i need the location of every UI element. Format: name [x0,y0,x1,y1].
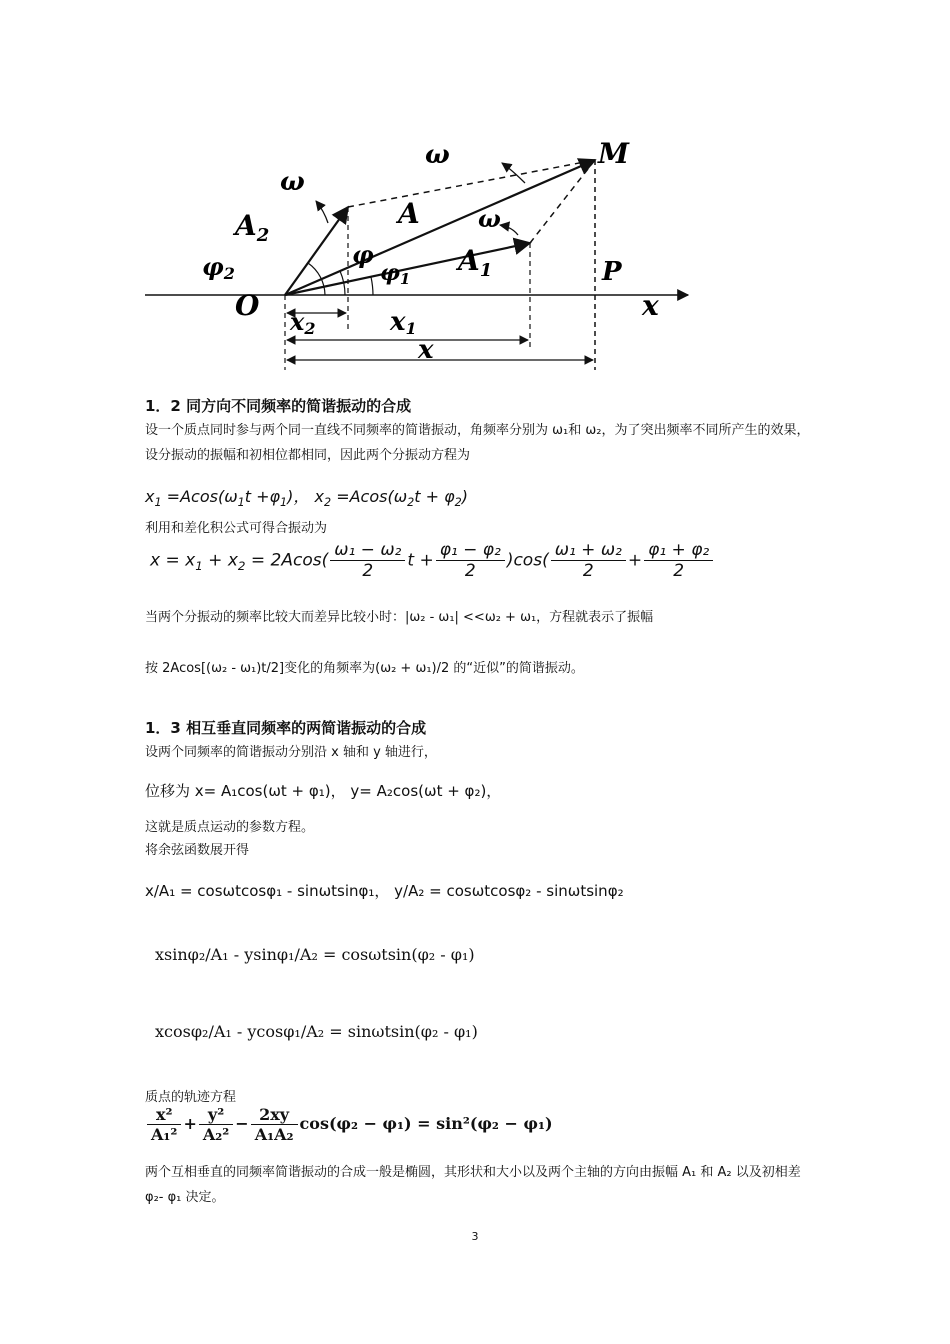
label-x-axis: x [642,289,659,322]
label-O: O [235,289,260,322]
section-13-eq2: x/A₁ = cosωtcosφ₁ - sinωtsinφ₁， y/A₂ = cosωtcosφ₂ - sinωtsinφ₂ [145,882,624,900]
label-A: A [398,197,420,230]
section-13-eq5: $\frac{\text{x²}}{\text{A₁²}}$ + $\frac{\text{y²}}{\text{A₂²}}$ − $\frac{2xy}{\text{A₁A₂}}$ cos(φ₂ − φ₁) = sin²(φ₂ − φ₁) [145,1105,553,1144]
section-12-para4: 按 2Acos[(ω₂ - ω₁)t/2]变化的角频率为(ω₂ + ω₁)/2 的“近似”的简谐振动。 [145,661,584,676]
label-M: M [598,137,629,170]
label-x1: x1 [390,307,417,338]
section-12-eq2: $x = x_1 + x_2 = 2Acos$( $\frac{\text{ω₁ − ω₂}}{2}$ t + $\frac{\text{φ₁ − φ₂}}{2}$ )cos( $\frac{\text{ω₁ + ω₂}}{2}$ + $\frac{\text{φ₁ + φ₂}}{2}$ [150,540,715,581]
section-13-para5: 两个互相垂直的同频率简谐振动的合成一般是椭圆，其形状和大小以及两个主轴的方向由振幅 A₁ 和 A₂ 以及初相差 φ₂- φ₁ 决定。 [145,1165,801,1205]
angle-arc-phi1 [371,277,373,295]
section-13-para1: 设两个同频率的简谐振动分别沿 x 轴和 y 轴进行， [145,745,437,760]
vector-A [285,160,595,295]
label-x-total: x [418,335,434,365]
section-12-heading: 1．2 同方向不同频率的简谐振动的合成 [145,397,412,415]
phasor-diagram [140,135,700,380]
section-12-eq1: $x_1 =Acos(\omega_1t +\varphi_1)$， $x_2 =Acos(\omega_2t + \varphi_2)$ [145,487,469,510]
section-13-eq3: xsinφ₂/A₁ - ysinφ₁/A₂ = cosωtsin(φ₂ - φ₁) [155,945,475,964]
label-phi1: φ1 [380,260,411,288]
label-phi2: φ2 [202,252,235,283]
section-13-para3: 将余弦函数展开得 [145,843,250,858]
label-phi: φ [352,240,374,269]
rotation-arrow-left [316,201,328,223]
section-13-eq4: xcosφ₂/A₁ - ycosφ₁/A₂ = sinωtsin(φ₂ - φ₁) [155,1022,478,1041]
dashed-A2-M [348,160,595,207]
dashed-A1-M [530,160,595,243]
label-omega-top: ω [425,140,450,170]
section-13-para2: 这就是质点运动的参数方程。 [145,820,315,835]
section-13-para4: 质点的轨迹方程 [145,1090,237,1105]
rotation-arrow-mid [500,225,518,235]
label-omega-left: ω [280,167,305,197]
section-12-para1: 设一个质点同时参与两个同一直线不同频率的简谐振动，角频率分别为 ω₁和 ω₂，为了突出频率不同所产生的效果，设分振动的振幅和初相位都相同，因此两个分振动方程为 [145,423,810,463]
section-13-heading: 1．3 相互垂直同频率的两简谐振动的合成 [145,719,427,737]
page-number: 3 [471,1230,479,1243]
label-P: P [602,257,622,287]
label-omega-mid: ω [478,204,501,233]
rotation-arrow-top [502,163,525,183]
section-12-para2: 利用和差化积公式可得合振动为 [145,521,328,536]
section-13-eq1: 位移为 x= A₁cos(ωt + φ₁)， y= A₂cos(ωt + φ₂)， [145,782,502,800]
label-A2: $A_2$ [235,209,270,246]
section-12-para3: 当两个分振动的频率比较大而差异比较小时：|ω₂ - ω₁| <<ω₂ + ω₁，方程就表示了振幅 [145,610,654,625]
label-x2: x2 [290,307,316,338]
label-A1: $A_1$ [458,244,493,281]
